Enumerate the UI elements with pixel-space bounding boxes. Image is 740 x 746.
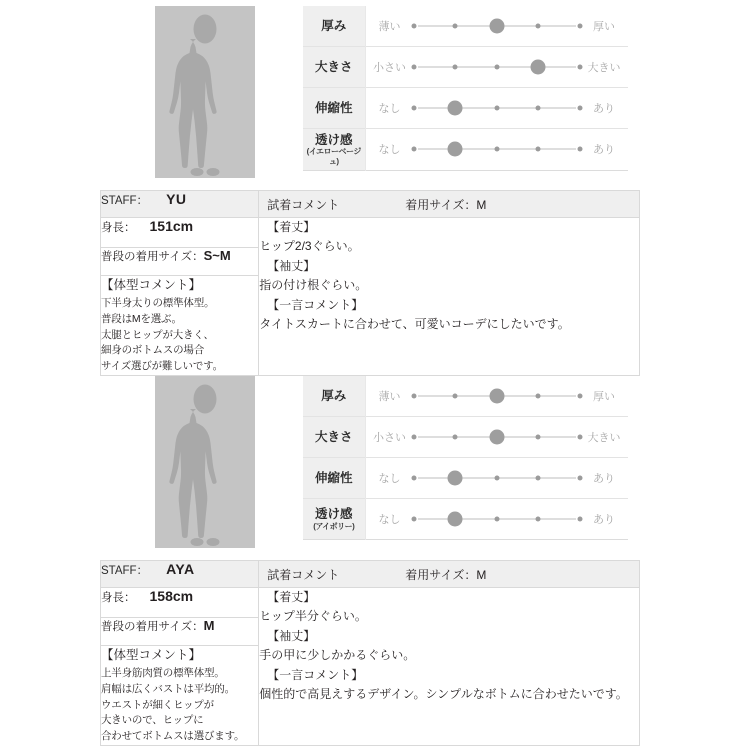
body-comment-lines — [101, 666, 258, 745]
scale-label-low: なし — [378, 514, 401, 526]
rating-label-text: 大きさ — [314, 429, 353, 444]
rating-marker-active[interactable] — [489, 19, 504, 34]
scale-label-low: なし — [378, 103, 401, 115]
rating-row — [303, 417, 628, 458]
body-comment-line: 細身のボトムスの場合 — [101, 344, 204, 357]
worn-size-label: 着用サイズ：M — [405, 197, 487, 212]
rating-scale[interactable] — [370, 376, 625, 416]
rating-step-dot[interactable] — [453, 435, 458, 440]
rating-row — [303, 458, 628, 499]
rating-label — [303, 458, 365, 499]
fitting-comment-cell — [259, 218, 640, 376]
rating-marker-active[interactable] — [489, 389, 504, 404]
height-label: 身長： — [101, 592, 136, 604]
comment-section-text: ヒップ半分ぐらい。 — [259, 609, 367, 624]
rating-table — [303, 6, 628, 171]
body-comment-cell — [101, 646, 259, 746]
scale-label-high: あり — [593, 144, 615, 157]
scale-label-high: 厚い — [593, 391, 615, 403]
comment-section-title: 【袖丈】 — [267, 258, 316, 273]
female-silhouette-icon — [155, 376, 255, 548]
comment-section-title: 【一言コメント】 — [267, 297, 364, 312]
rating-label — [303, 47, 365, 88]
rating-marker-active[interactable] — [448, 142, 463, 157]
body-comment-line: 上半身筋肉質の標準体型。 — [101, 667, 225, 680]
table-row — [101, 191, 640, 218]
rating-marker-active[interactable] — [448, 101, 463, 116]
rating-step-dot[interactable] — [578, 394, 583, 399]
rating-row — [303, 129, 628, 171]
model-silhouette — [155, 376, 255, 548]
rating-track[interactable] — [414, 510, 581, 528]
comment-section-text: 個性的で高見えするデザイン。シンプルなボトムに合わせたいです。 — [259, 687, 628, 702]
rating-label — [303, 417, 365, 458]
rating-track[interactable] — [414, 17, 581, 35]
rating-scale[interactable] — [370, 6, 625, 46]
rating-step-dot[interactable] — [494, 517, 499, 522]
rating-track[interactable] — [414, 469, 581, 487]
height-value: 158cm — [149, 588, 194, 604]
rating-label-text: 透け感 — [314, 507, 353, 522]
body-comment-cell — [101, 276, 259, 376]
rating-step-dot[interactable] — [578, 517, 583, 522]
rating-marker-active[interactable] — [489, 430, 504, 445]
model-silhouette — [155, 6, 255, 178]
scale-label-low: 小さい — [373, 62, 406, 74]
scale-label-high: あり — [593, 473, 615, 485]
rating-step-dot[interactable] — [578, 24, 583, 29]
rating-label-text: 大きさ — [314, 59, 353, 74]
rating-step-dot[interactable] — [536, 476, 541, 481]
comment-section-text: 手の甲に少しかかるぐらい。 — [259, 648, 416, 663]
rating-step-dot[interactable] — [411, 24, 416, 29]
rating-step-dot[interactable] — [578, 65, 583, 70]
body-comment-line: 合わせてボトムスは選びます。 — [101, 730, 245, 743]
rating-track[interactable] — [414, 387, 581, 405]
staff-name: AYA — [166, 561, 195, 577]
rating-step-dot[interactable] — [578, 435, 583, 440]
fitting-comment-title: 試着コメント — [267, 197, 340, 212]
rating-step-dot[interactable] — [411, 394, 416, 399]
scale-label-low: 薄い — [378, 391, 401, 403]
rating-label-text: 厚み — [321, 388, 347, 403]
scale-label-low: なし — [378, 473, 401, 485]
scale-label-high: 厚い — [593, 21, 615, 33]
table-row — [101, 588, 640, 618]
rating-step-dot[interactable] — [411, 106, 416, 111]
rating-step-dot[interactable] — [494, 106, 499, 111]
scale-label-low: 小さい — [373, 432, 406, 444]
rating-row — [303, 47, 628, 88]
block-top-row — [0, 370, 740, 548]
fitting-comment-body — [259, 218, 639, 335]
usual-size-cell — [101, 248, 259, 276]
rating-step-dot[interactable] — [453, 65, 458, 70]
rating-step-dot[interactable] — [578, 106, 583, 111]
rating-scale[interactable] — [370, 47, 625, 87]
rating-step-dot[interactable] — [411, 435, 416, 440]
rating-marker-active[interactable] — [448, 471, 463, 486]
rating-row — [303, 6, 628, 47]
rating-table-body — [303, 376, 628, 540]
usual-size-value: S~M — [203, 248, 231, 263]
staff-label: STAFF： — [101, 565, 149, 577]
usual-size-label: 普段の着用サイズ： — [101, 621, 204, 633]
rating-label-text: 伸縮性 — [314, 100, 353, 115]
body-comment-line: 太腿とヒップが大きく、 — [101, 328, 214, 341]
scale-label-high: あり — [593, 514, 615, 526]
comment-header — [259, 561, 639, 587]
rating-step-dot[interactable] — [494, 476, 499, 481]
comment-section-title: 【着丈】 — [267, 220, 316, 234]
comment-header-cell — [259, 191, 640, 218]
body-comment-line: 普段はMを選ぶ。 — [101, 312, 182, 325]
rating-step-dot[interactable] — [536, 24, 541, 29]
rating-marker-active[interactable] — [531, 60, 546, 75]
rating-scale[interactable] — [370, 129, 625, 169]
rating-scale-cell[interactable] — [365, 417, 628, 458]
body-comment-line: 肩幅は広くバストは平均的。 — [101, 682, 235, 695]
staff-name: YU — [166, 191, 187, 207]
rating-label-sub: (アイボリー) — [313, 521, 355, 531]
rating-row — [303, 499, 628, 540]
scale-label-low: なし — [378, 144, 401, 157]
comment-section-text: 指の付け根ぐらい。 — [259, 278, 368, 293]
rating-scale[interactable] — [370, 88, 625, 128]
rating-track[interactable] — [414, 58, 581, 76]
block-top-row — [0, 0, 740, 178]
height-cell — [101, 588, 259, 618]
rating-scale-cell[interactable] — [365, 129, 628, 171]
rating-marker-active[interactable] — [448, 512, 463, 527]
rating-step-dot[interactable] — [536, 435, 541, 440]
table-row — [101, 561, 640, 588]
rating-scale-cell[interactable] — [365, 499, 628, 540]
staff-info-table — [100, 190, 640, 376]
rating-scale-cell[interactable] — [365, 47, 628, 88]
fitting-comment-title: 試着コメント — [267, 567, 340, 582]
rating-scale[interactable] — [370, 499, 625, 539]
scale-label-high: あり — [593, 103, 615, 115]
rating-table — [303, 376, 628, 540]
rating-row — [303, 88, 628, 129]
rating-step-dot[interactable] — [494, 65, 499, 70]
fitting-comment-body — [259, 588, 639, 705]
body-comment-line: ウエストが細くヒップが — [101, 698, 214, 711]
body-comment-line: 大きいので、ヒップに — [101, 714, 204, 727]
rating-scale-cell[interactable] — [365, 376, 628, 417]
comment-section-title: 【一言コメント】 — [267, 667, 364, 682]
rating-label — [303, 6, 365, 47]
rating-step-dot[interactable] — [578, 147, 583, 152]
rating-table-body — [303, 6, 628, 170]
comment-header — [259, 191, 639, 217]
body-comment-line: サイズ選びが難しいです。 — [101, 360, 223, 373]
comment-section-title: 【袖丈】 — [267, 628, 316, 643]
comment-section-title: 【着丈】 — [267, 590, 316, 604]
rating-label-sub: (イエローベージュ) — [306, 147, 361, 166]
body-comment-title: 【体型コメント】 — [101, 278, 202, 292]
rating-label — [303, 499, 365, 540]
scale-label-high: 大きい — [587, 432, 621, 444]
staff-header-cell — [101, 191, 259, 218]
body-comment-title: 【体型コメント】 — [101, 648, 202, 662]
usual-size-value: M — [203, 618, 215, 633]
rating-label — [303, 129, 365, 171]
female-silhouette-icon — [155, 6, 255, 178]
staff-header-cell — [101, 561, 259, 588]
comment-section-text: ヒップ2/3ぐらい。 — [259, 239, 360, 254]
rating-label-text: 厚み — [321, 18, 347, 33]
height-value: 151cm — [149, 218, 194, 234]
height-label: 身長： — [101, 222, 136, 234]
rating-step-dot[interactable] — [536, 517, 541, 522]
body-comment-lines — [101, 296, 258, 375]
rating-track[interactable] — [414, 428, 581, 446]
rating-step-dot[interactable] — [536, 147, 541, 152]
rating-step-dot[interactable] — [411, 517, 416, 522]
rating-label — [303, 376, 365, 417]
rating-label-text: 伸縮性 — [314, 470, 353, 485]
rating-step-dot[interactable] — [578, 476, 583, 481]
rating-step-dot[interactable] — [453, 24, 458, 29]
rating-step-dot[interactable] — [494, 147, 499, 152]
rating-track[interactable] — [414, 140, 581, 158]
height-cell — [101, 218, 259, 248]
scale-label-high: 大きい — [587, 62, 621, 74]
scale-label-low: 薄い — [378, 21, 401, 33]
staff-info-table — [100, 560, 640, 746]
rating-label-text: 透け感 — [314, 133, 353, 147]
staff-review-block — [0, 370, 740, 743]
comment-section-text: タイトスカートに合わせて、可愛いコーデにしたいです。 — [259, 317, 570, 332]
rating-scale-cell[interactable] — [365, 458, 628, 499]
rating-row — [303, 376, 628, 417]
rating-step-dot[interactable] — [411, 65, 416, 70]
rating-scale[interactable] — [370, 417, 625, 457]
rating-scale[interactable] — [370, 458, 625, 498]
rating-scale-cell[interactable] — [365, 6, 628, 47]
rating-step-dot[interactable] — [536, 106, 541, 111]
rating-label — [303, 88, 365, 129]
rating-step-dot[interactable] — [536, 394, 541, 399]
rating-scale-cell[interactable] — [365, 88, 628, 129]
staff-label: STAFF： — [101, 195, 149, 207]
rating-track[interactable] — [414, 99, 581, 117]
rating-step-dot[interactable] — [411, 476, 416, 481]
usual-size-cell — [101, 618, 259, 646]
worn-size-label: 着用サイズ：M — [405, 567, 487, 582]
comment-header-cell — [259, 561, 640, 588]
rating-step-dot[interactable] — [453, 394, 458, 399]
body-comment-line: 下半身太りの標準体型。 — [101, 297, 215, 310]
fitting-comment-cell — [259, 588, 640, 746]
table-row — [101, 218, 640, 248]
usual-size-label: 普段の着用サイズ： — [101, 251, 204, 263]
rating-step-dot[interactable] — [411, 147, 416, 152]
